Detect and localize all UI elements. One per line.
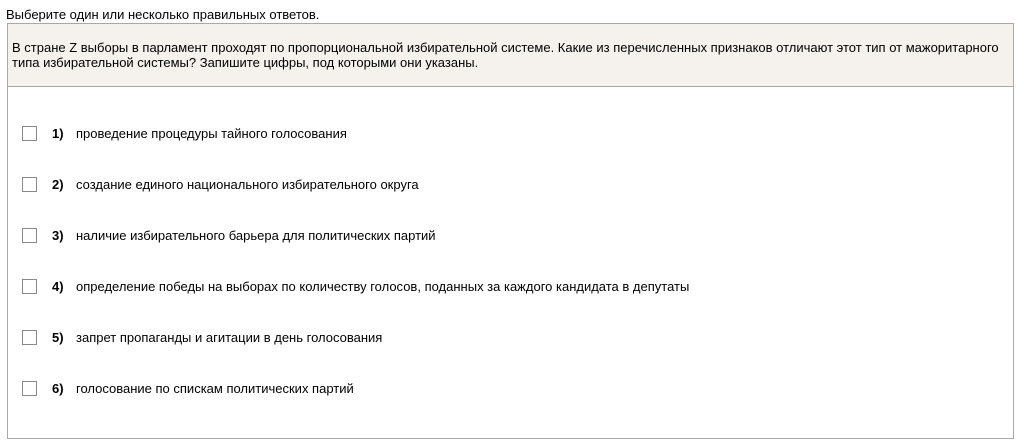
answer-option-6[interactable] bbox=[22, 378, 354, 398]
checkbox[interactable] bbox=[22, 177, 37, 192]
answer-option-2[interactable] bbox=[22, 174, 419, 194]
answer-option-5[interactable] bbox=[22, 327, 382, 347]
answer-option-1[interactable] bbox=[22, 123, 347, 143]
option-number: 1) bbox=[52, 125, 64, 141]
question-text: В стране Z выборы в парламент проходят по пропорциональной избирательной системе. Какие из перечисленных признаков отличают этот тип от мажоритарного типа избирательной системы? Запишите цифры, под которыми они указаны. bbox=[8, 24, 1013, 87]
option-number: 5) bbox=[52, 329, 64, 345]
option-label: голосование по спискам политических партий bbox=[76, 380, 354, 396]
checkbox[interactable] bbox=[22, 330, 37, 345]
option-label: определение победы на выборах по количеству голосов, поданных за каждого кандидата в депутаты bbox=[76, 278, 690, 294]
answer-option-4[interactable] bbox=[22, 276, 689, 296]
option-number: 4) bbox=[52, 278, 64, 294]
checkbox[interactable] bbox=[22, 228, 37, 243]
instruction-text: Выберите один или несколько правильных ответов. bbox=[6, 7, 320, 22]
option-number: 6) bbox=[52, 380, 64, 396]
option-number: 2) bbox=[52, 176, 64, 192]
answer-option-3[interactable] bbox=[22, 225, 436, 245]
checkbox[interactable] bbox=[22, 381, 37, 396]
checkbox[interactable] bbox=[22, 279, 37, 294]
option-label: проведение процедуры тайного голосования bbox=[76, 125, 347, 141]
option-label: создание единого национального избирательного округа bbox=[76, 176, 419, 192]
option-label: наличие избирательного барьера для политических партий bbox=[76, 227, 436, 243]
question-card bbox=[7, 23, 1014, 439]
option-number: 3) bbox=[52, 227, 64, 243]
option-label: запрет пропаганды и агитации в день голосования bbox=[76, 329, 383, 345]
checkbox[interactable] bbox=[22, 126, 37, 141]
